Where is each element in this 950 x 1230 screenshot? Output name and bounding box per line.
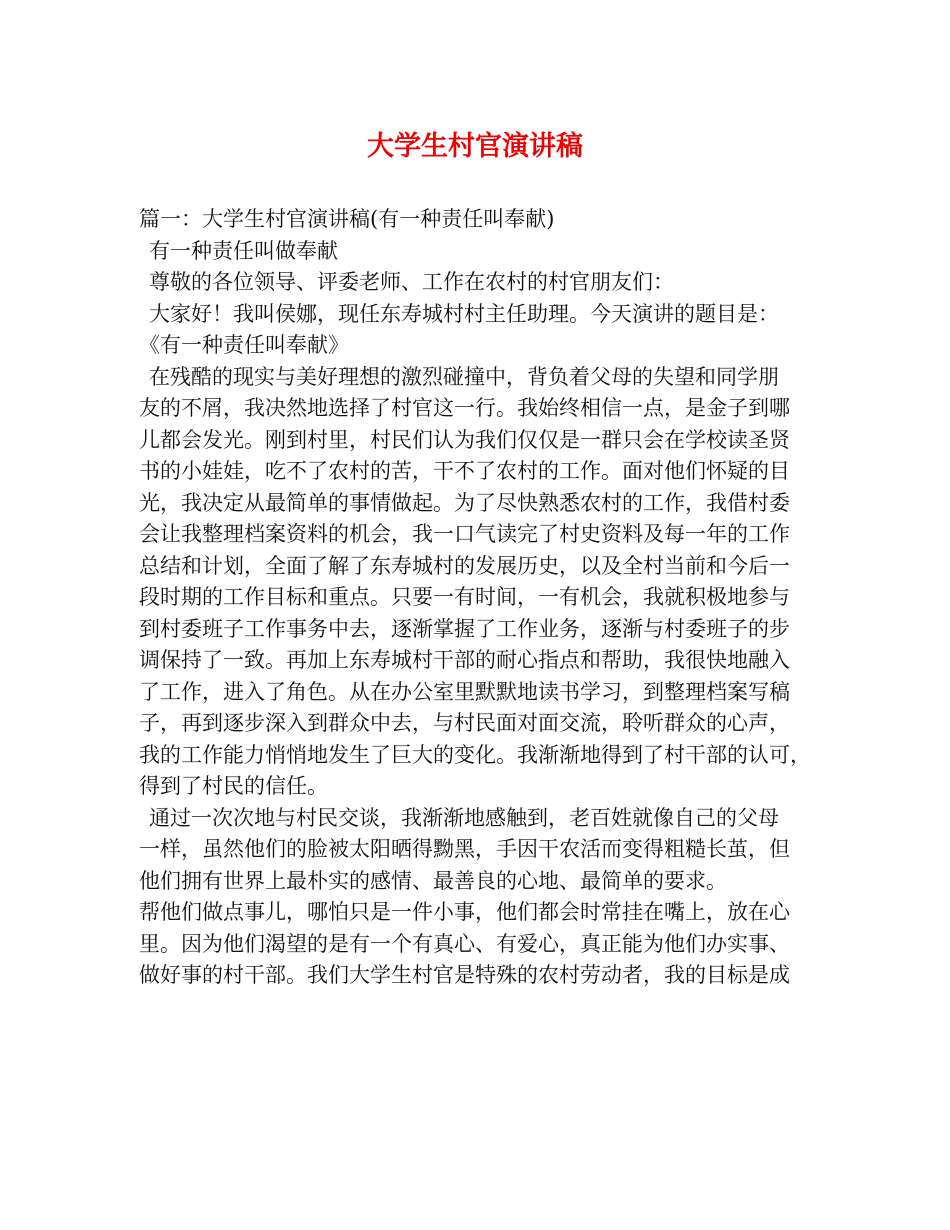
paragraph-line: 做好事的村干部。我们大学生村官是特殊的农村劳动者，我的目标是成 bbox=[139, 963, 790, 987]
paragraph-line: 到村委班子工作事务中去，逐渐掌握了工作业务，逐渐与村委班子的步 bbox=[139, 616, 790, 641]
paragraph-line: 《有一种责任叫奉献》 bbox=[139, 333, 349, 357]
paragraph-line: 尊敬的各位领导、评委老师、工作在农村的村官朋友们： bbox=[149, 270, 674, 294]
paragraph-line: 光，我决定从最简单的事情做起。为了尽快熟悉农村的工作，我借村委 bbox=[139, 490, 790, 515]
paragraph-line: 有一种责任叫做奉献 bbox=[149, 238, 338, 263]
paragraph-line: 帮他们做点事儿，哪怕只是一件小事，他们都会时常挂在嘴上，放在心 bbox=[139, 900, 790, 924]
paragraph-line: 里。因为他们渴望的是有一个有真心、有爱心，真正能为他们办实事、 bbox=[139, 931, 790, 956]
paragraph-line: 我的工作能力悄悄地发生了巨大的变化。我渐渐地得到了村干部的认可， bbox=[139, 742, 811, 767]
paragraph-line: 段时期的工作目标和重点。只要一有时间，一有机会，我就积极地参与 bbox=[139, 585, 790, 609]
document-title: 大学生村官演讲稿 bbox=[367, 131, 583, 162]
paragraph-line: 了工作，进入了角色。从在办公室里默默地读书学习，到整理档案写稿 bbox=[139, 679, 790, 704]
paragraph-line: 一样，虽然他们的脸被太阳晒得黝黑，手因干农活而变得粗糙长茧，但 bbox=[139, 837, 790, 861]
paragraph-line: 书的小娃娃，吃不了农村的苦，干不了农村的工作。面对他们怀疑的目 bbox=[139, 459, 790, 483]
paragraph-line: 他们拥有世界上最朴实的感情、最善良的心地、最简单的要求。 bbox=[139, 868, 727, 893]
paragraph-line: 友的不屑，我决然地选择了村官这一行。我始终相信一点，是金子到哪 bbox=[139, 396, 790, 420]
paragraph-line: 儿都会发光。刚到村里，村民们认为我们仅仅是一群只会在学校读圣贤 bbox=[139, 427, 790, 452]
paragraph-line: 子，再到逐步深入到群众中去，与村民面对面交流，聆听群众的心声， bbox=[139, 711, 790, 735]
paragraph-line: 篇一：大学生村官演讲稿(有一种责任叫奉献) bbox=[139, 207, 555, 231]
paragraph-line: 得到了村民的信任。 bbox=[139, 774, 328, 798]
paragraph-line: 总结和计划，全面了解了东寿城村的发展历史，以及全村当前和今后一 bbox=[139, 553, 790, 578]
paragraph-line: 会让我整理档案资料的机会，我一口气读完了村史资料及每一年的工作 bbox=[139, 522, 790, 546]
paragraph-line: 调保持了一致。再加上东寿城村干部的耐心指点和帮助，我很快地融入 bbox=[139, 648, 790, 672]
document-body bbox=[139, 204, 839, 992]
paragraph-line: 大家好！我叫侯娜，现任东寿城村村主任助理。今天演讲的题目是： bbox=[149, 301, 779, 326]
paragraph-line: 通过一次次地与村民交谈，我渐渐地感触到，老百姓就像自己的父母 bbox=[149, 805, 779, 830]
paragraph-line: 在残酷的现实与美好理想的激烈碰撞中，背负着父母的失望和同学朋 bbox=[149, 364, 779, 389]
